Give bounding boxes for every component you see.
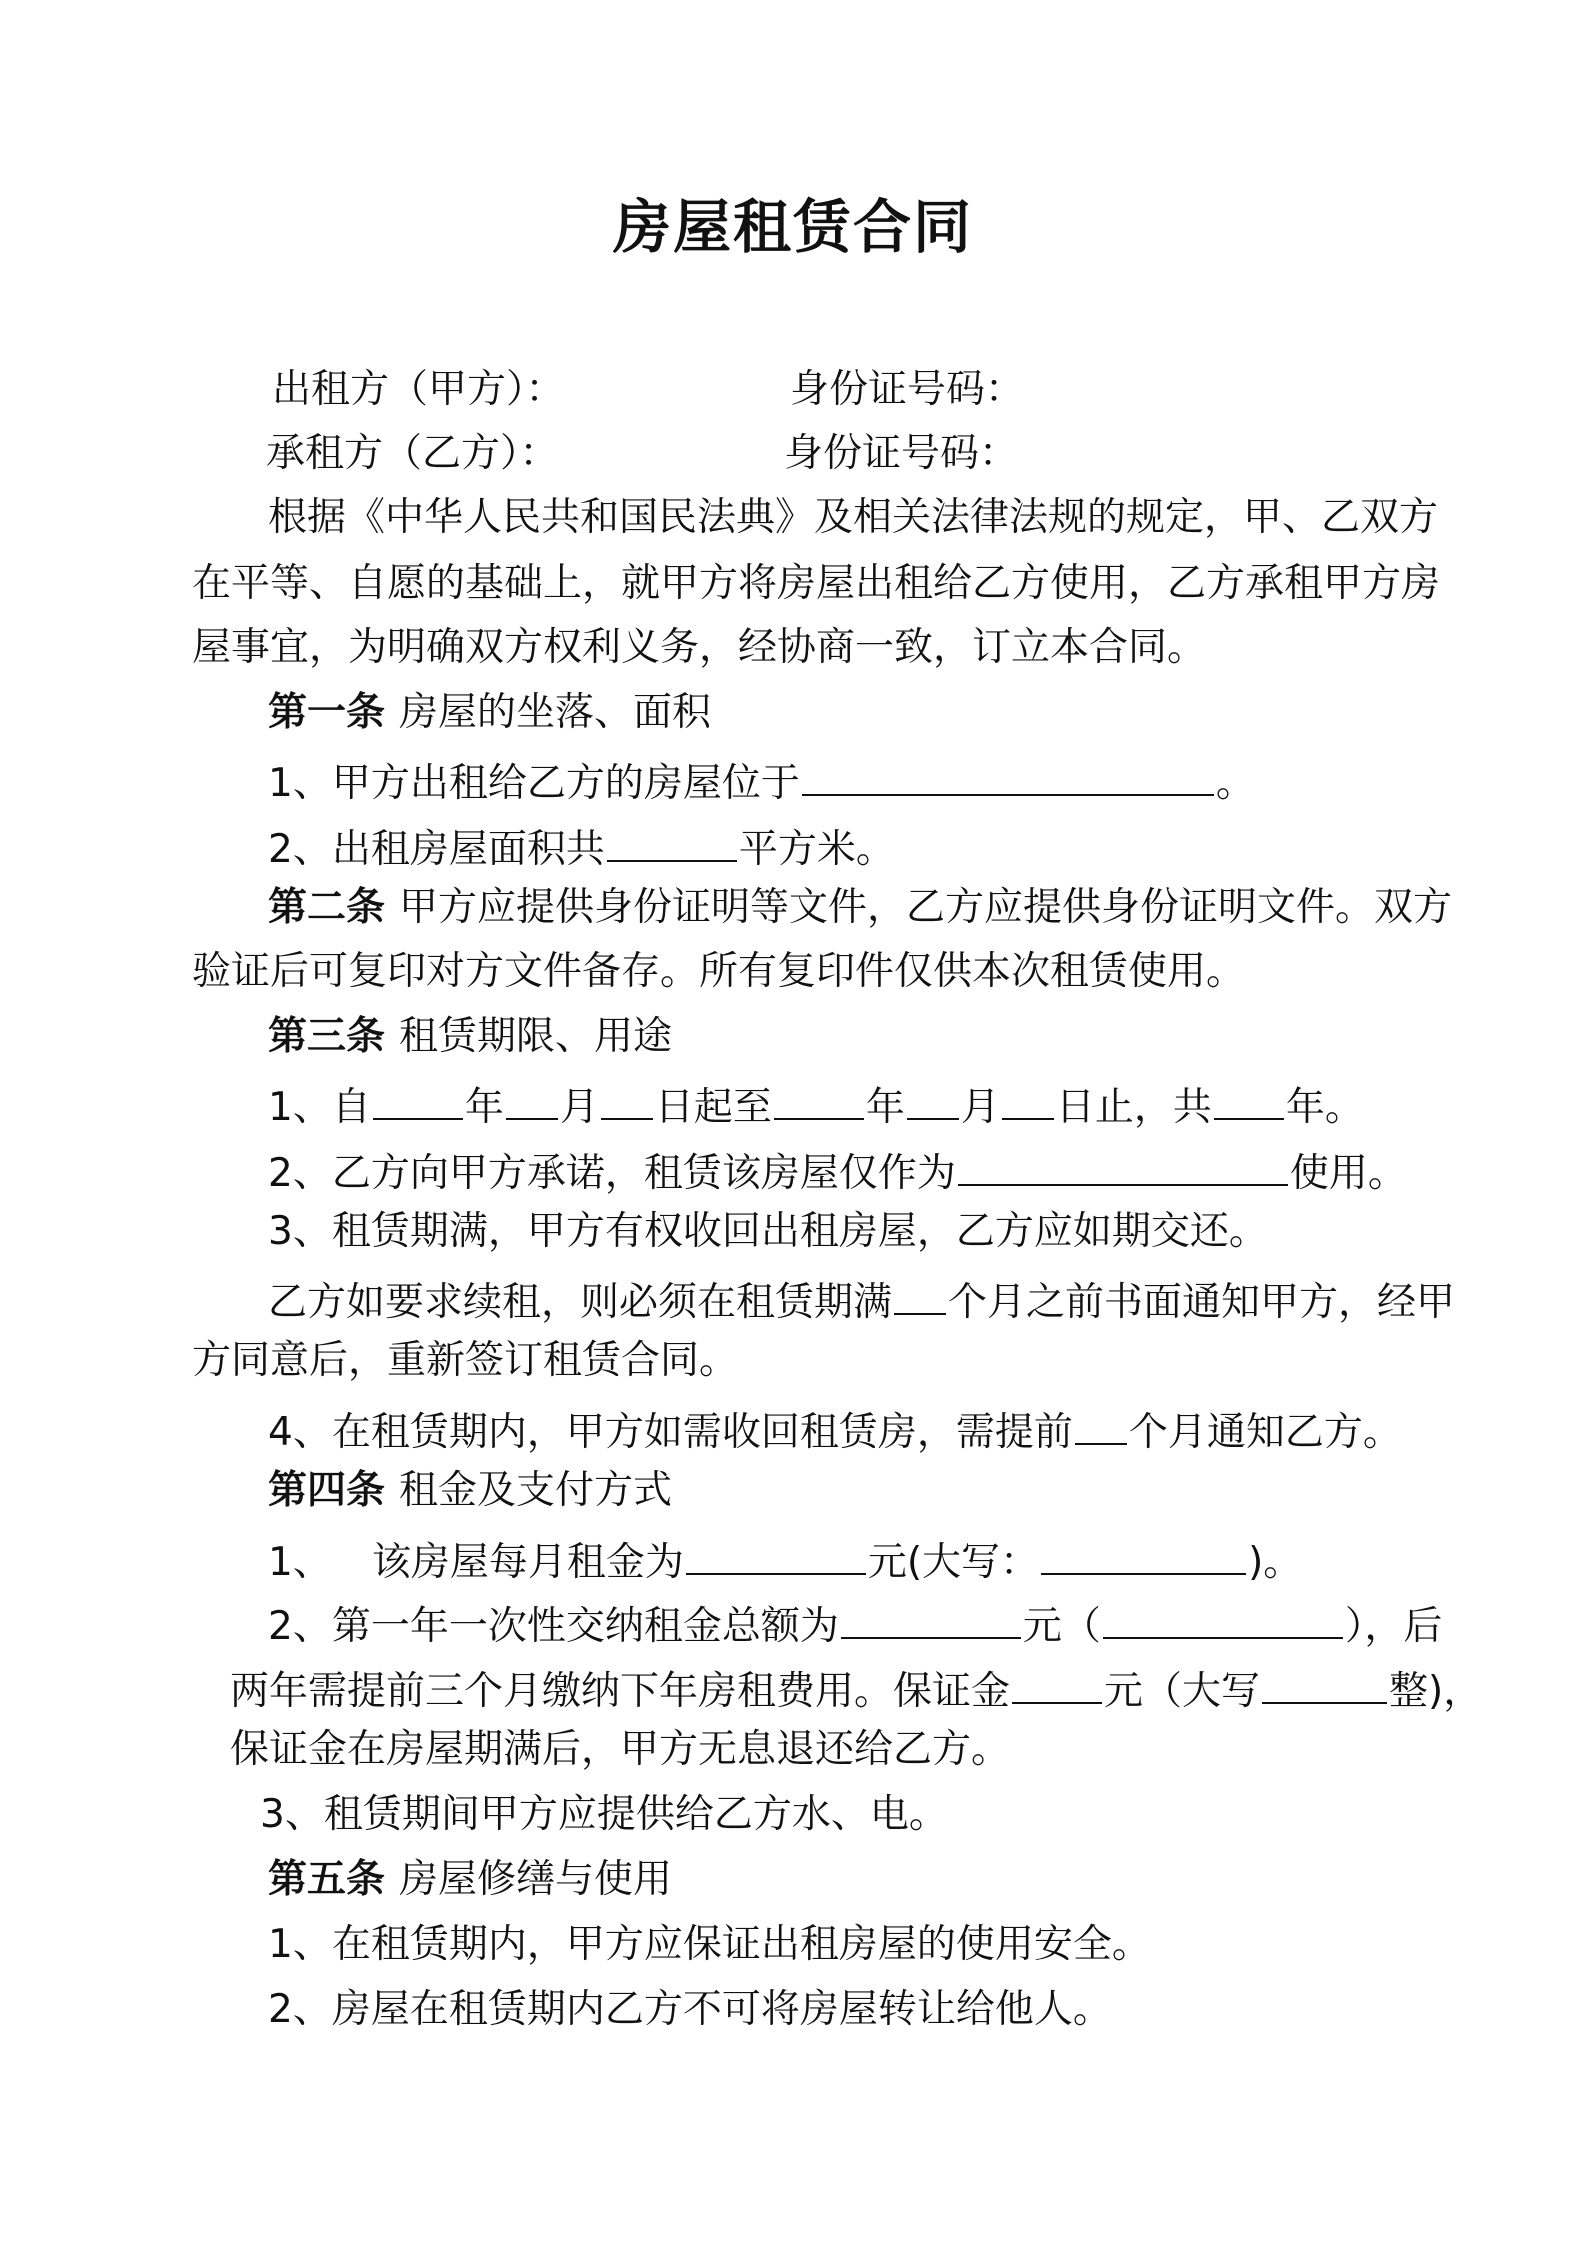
- monthly-rent-blank[interactable]: [686, 1531, 866, 1575]
- article-5-heading: [268, 1855, 672, 1905]
- article-5-item-2: 2、房屋在租赁期内乙方不可将房屋转让给他人。: [268, 1987, 1112, 2032]
- document-title: 房屋租赁合同: [612, 193, 973, 261]
- item-text: 日起至: [654, 1085, 772, 1130]
- item-text: )。: [1248, 1540, 1303, 1585]
- notice-months-blank[interactable]: [1075, 1401, 1127, 1445]
- article-5-number: 第五条: [268, 1857, 386, 1902]
- item-text: 两年需提前三个月缴纳下年房租费用。保证金: [230, 1669, 1011, 1714]
- item-text: 。: [1215, 761, 1255, 806]
- item-text: 1、甲方出租给乙方的房屋位于: [268, 761, 800, 806]
- article-1-title: 房屋的坐落、面积: [399, 690, 712, 735]
- item-text: 2、第一年一次性交纳租金总额为: [268, 1604, 839, 1649]
- article-1-heading: [268, 688, 711, 738]
- end-year-blank[interactable]: [774, 1076, 864, 1120]
- article-3-item-3: 3、租赁期满，甲方有权收回出租房屋，乙方应如期交还。: [268, 1209, 1268, 1254]
- item-text: 年。: [1285, 1085, 1364, 1130]
- article-4-item-2-line-1: [268, 1595, 1442, 1652]
- item-text: 个月之前书面通知甲方，经甲: [948, 1280, 1456, 1325]
- end-month-blank[interactable]: [907, 1076, 959, 1120]
- article-1-item-1: [268, 752, 1255, 809]
- article-3-item-2: [268, 1142, 1407, 1199]
- deposit-blank[interactable]: [1012, 1660, 1102, 1704]
- end-day-blank[interactable]: [1002, 1076, 1054, 1120]
- article-3-item-4: [268, 1401, 1402, 1458]
- start-day-blank[interactable]: [601, 1076, 653, 1120]
- usage-blank[interactable]: [958, 1142, 1288, 1186]
- article-2-line-1: [268, 883, 1452, 933]
- article-4-item-2-line-3: 保证金在房屋期满后，甲方无息退还给乙方。: [230, 1727, 1011, 1772]
- intro-line-2: 在平等、自愿的基础上，就甲方将房屋出租给乙方使用，乙方承租甲方房: [192, 561, 1441, 606]
- monthly-rent-words-blank[interactable]: [1041, 1531, 1246, 1575]
- item-text: 元(大写：: [867, 1540, 1040, 1585]
- party-a-label: 出租方（甲方）：: [272, 367, 565, 412]
- article-3-heading: [268, 1012, 672, 1062]
- item-text: 乙方如要求续租，则必须在租赁期满: [268, 1280, 893, 1325]
- item-text: 元（: [1022, 1604, 1101, 1649]
- first-year-total-words-blank[interactable]: [1103, 1595, 1343, 1639]
- item-text: 1、自: [268, 1085, 371, 1130]
- article-2-number: 第二条: [268, 885, 386, 930]
- article-3-renewal-line-1: [268, 1271, 1455, 1328]
- article-4-number: 第四条: [268, 1468, 386, 1513]
- article-1-item-2: [268, 818, 895, 875]
- item-text: 月: [559, 1085, 599, 1130]
- party-b-label: 承租方（乙方）：: [266, 431, 559, 476]
- item-text: 2、出租房屋面积共: [268, 827, 605, 872]
- item-text: 年: [865, 1085, 905, 1130]
- article-1-number: 第一条: [268, 690, 386, 735]
- item-text: 1、: [268, 1540, 332, 1585]
- item-text: 月: [960, 1085, 1000, 1130]
- party-a-id-label: 身份证号码：: [790, 367, 1025, 412]
- article-4-item-2-line-2: [230, 1660, 1482, 1717]
- location-blank[interactable]: [802, 752, 1214, 796]
- start-month-blank[interactable]: [506, 1076, 558, 1120]
- article-5-title: 房屋修缮与使用: [399, 1857, 673, 1902]
- article-4-item-3: 3、租赁期间甲方应提供给乙方水、电。: [260, 1792, 948, 1837]
- article-3-title: 租赁期限、用途: [399, 1014, 673, 1059]
- start-year-blank[interactable]: [373, 1076, 463, 1120]
- item-text: ），后: [1344, 1604, 1443, 1649]
- intro-line-3: 屋事宜，为明确双方权利义务，经协商一致，订立本合同。: [192, 625, 1207, 670]
- article-3-item-1: [268, 1076, 1364, 1133]
- item-text: 元（大写: [1104, 1669, 1261, 1714]
- intro-line-1: 根据《中华人民共和国民法典》及相关法律法规的规定，甲、乙双方: [268, 495, 1439, 540]
- article-5-item-1: 1、在租赁期内，甲方应保证出租房屋的使用安全。: [268, 1922, 1151, 1967]
- article-3-renewal-line-2: 方同意后，重新签订租赁合同。: [192, 1338, 739, 1383]
- item-text: 使用。: [1289, 1151, 1407, 1196]
- party-b-id-label: 身份证号码：: [784, 431, 1019, 476]
- article-3-number: 第三条: [268, 1014, 386, 1059]
- item-text: 平方米。: [738, 827, 895, 872]
- item-text: 4、在租赁期内，甲方如需收回租赁房，需提前: [268, 1410, 1073, 1455]
- item-text: 个月通知乙方。: [1128, 1410, 1402, 1455]
- item-text: 该房屋每月租金为: [371, 1540, 684, 1585]
- article-4-title: 租金及支付方式: [399, 1468, 673, 1513]
- article-2-text: 甲方应提供身份证明等文件，乙方应提供身份证明文件。双方: [399, 885, 1453, 930]
- article-2-line-2: 验证后可复印对方文件备存。所有复印件仅供本次租赁使用。: [192, 949, 1246, 994]
- deposit-words-blank[interactable]: [1262, 1660, 1387, 1704]
- article-4-heading: [268, 1466, 672, 1516]
- area-blank[interactable]: [607, 818, 737, 862]
- article-4-item-1: [268, 1531, 1302, 1588]
- item-text: 2、乙方向甲方承诺，租赁该房屋仅作为: [268, 1151, 956, 1196]
- term-years-blank[interactable]: [1214, 1076, 1284, 1120]
- item-text: 年: [464, 1085, 504, 1130]
- item-text: 日止，共: [1055, 1085, 1212, 1130]
- item-text: 整)，: [1389, 1669, 1483, 1714]
- first-year-total-blank[interactable]: [841, 1595, 1021, 1639]
- renewal-months-blank[interactable]: [894, 1271, 946, 1315]
